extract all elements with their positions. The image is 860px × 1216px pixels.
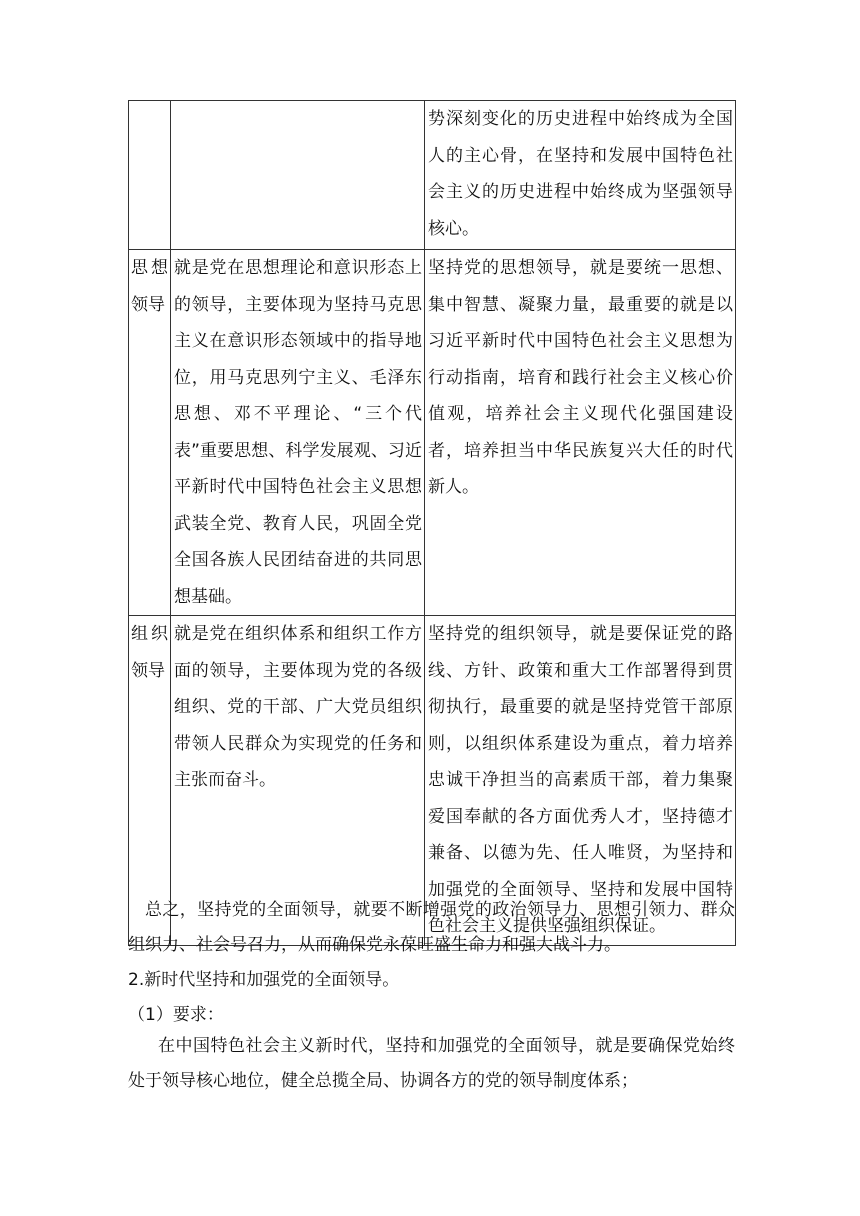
table-row bbox=[129, 101, 736, 250]
meaning-cell: 就是党在思想理论和意识形态上的领导，主要体现为坚持马克思主义在意识形态领域中的指导地位，用马克思列宁主义、毛泽东思想、邓不平理论、“三个代表”重要思想、科学发展观、习近平新时代中国特色社会主义思想武装全党、教育人民，巩固全党全国各族人民团结奋进的共同思想基础。 bbox=[171, 250, 425, 616]
meaning-cell bbox=[171, 101, 425, 250]
requirement-cell: 坚持党的思想领导，就是要统一思想、集中智慧、凝聚力量，最重要的就是以习近平新时代中国特色社会主义思想为行动指南，培育和践行社会主义核心价值观，培养社会主义现代化强国建设者，培养担当中华民族复兴大任的时代新人。 bbox=[425, 250, 736, 616]
requirement-cell: 坚持党的组织领导，就是要保证党的路线、方针、政策和重大工作部署得到贯彻执行，最重要的就是坚持党管干部原则，以组织体系建设为重点，着力培养忠诚干净担当的高素质干部，着力集聚爱国奉献的各方面优秀人才，坚持德才兼备、以德为先、任人唯贤，为坚持和加强党的全面领导、坚持和发展中国特色社会主义提供坚强组织保证。 bbox=[425, 616, 736, 946]
category-cell bbox=[129, 101, 171, 250]
leadership-table bbox=[128, 100, 736, 946]
sub-heading: （1）要求： bbox=[128, 1005, 224, 1025]
requirement-cell: 势深刻变化的历史进程中始终成为全国人的主心骨，在坚持和发展中国特色社会主义的历史进程中始终成为坚强领导核心。 bbox=[425, 101, 736, 250]
table-row bbox=[129, 250, 736, 616]
body-paragraph: 在中国特色社会主义新时代，坚持和加强党的全面领导，就是要确保党始终处于领导核心地位，健全总揽全局、协调各方的党的领导制度体系； bbox=[128, 1036, 735, 1091]
category-cell: 思想领导 bbox=[129, 250, 171, 616]
meaning-cell: 就是党在组织体系和组织工作方面的领导，主要体现为党的各级组织、党的干部、广大党员组织带领人民群众为实现党的任务和主张而奋斗。 bbox=[171, 616, 425, 946]
section-heading: 2.新时代坚持和加强党的全面领导。 bbox=[128, 970, 400, 990]
category-cell: 组织领导 bbox=[129, 616, 171, 946]
summary-paragraph: 总之，坚持党的全面领导，就要不断增强党的政治领导力、思想引领力、群众组织力、社会号召力，从而确保党永葆旺盛生命力和强大战斗力。 bbox=[128, 900, 735, 955]
